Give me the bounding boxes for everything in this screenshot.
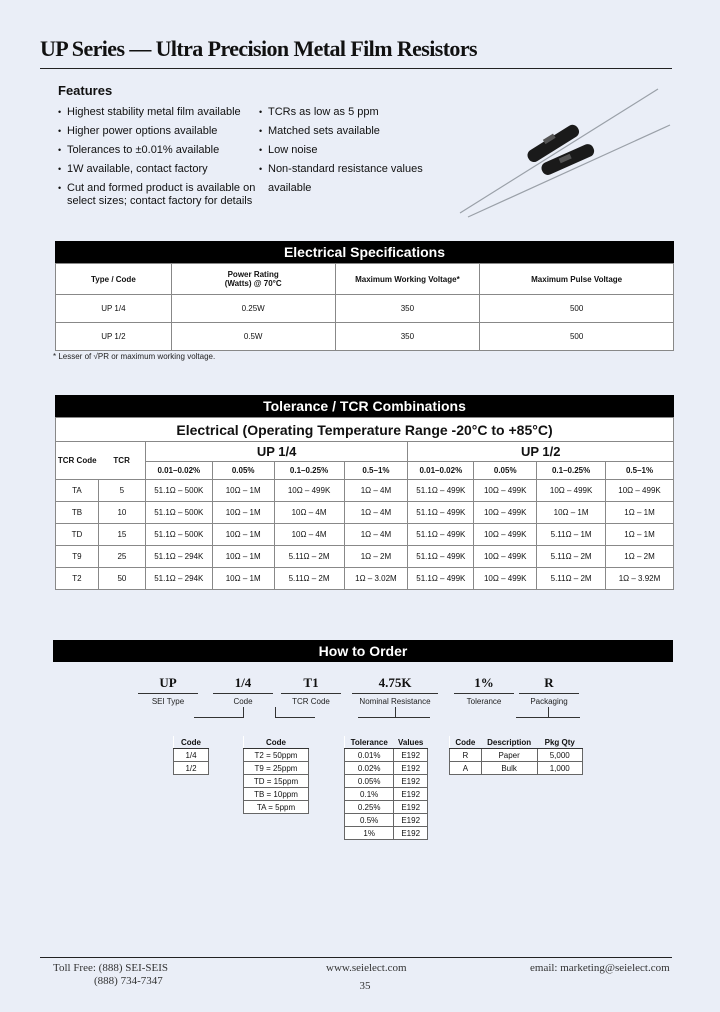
cell: 350 [335, 323, 480, 351]
feature-item: • 1W available, contact factory [58, 160, 258, 179]
cell: T9 = 25ppm [244, 762, 309, 775]
cell: 1Ω – 4M [344, 524, 408, 546]
feature-item-text: Cut and formed product is available on [67, 182, 256, 194]
tolerance-header: 0.05% [212, 462, 274, 480]
cell: 1/4 [174, 749, 209, 762]
cell: E192 [394, 788, 428, 801]
table-row [244, 749, 309, 762]
table-row [56, 546, 674, 568]
col-tcr: TCR [98, 442, 145, 480]
cell: 10Ω – 499K [474, 502, 537, 524]
electrical-spec-table [55, 263, 674, 351]
cell: 1Ω – 3.02M [344, 568, 408, 590]
feature-item: • Tolerances to ±0.01% available [58, 141, 258, 160]
cell: TB = 10ppm [244, 788, 309, 801]
cell: UP 1/4 [56, 295, 172, 323]
table-row [56, 524, 674, 546]
cell: E192 [394, 814, 428, 827]
cell: 0.01% [345, 749, 394, 762]
feature-item: • Non-standard resistance values available [259, 160, 469, 198]
tolerance-header: 0.1–0.25% [537, 462, 606, 480]
cell: TB [56, 502, 99, 524]
cell: E192 [394, 762, 428, 775]
order-code-tolerance: 1% [474, 675, 494, 690]
table-row [56, 295, 674, 323]
group-up-1-4: UP 1/4 [145, 442, 408, 462]
col-type-code: Type / Code [56, 264, 172, 295]
order-label-tcr: TCR Code [292, 697, 330, 706]
power-rating-line2: (Watts) @ 70°C [224, 279, 282, 288]
order-code-size: 1/4 [234, 675, 252, 690]
order-code-tcr: T1 [303, 675, 319, 690]
cell: 51.1Ω – 499K [408, 524, 474, 546]
order-code-type: UP [159, 675, 177, 690]
table-row [244, 775, 309, 788]
cell: T2 [56, 568, 99, 590]
table-row [345, 749, 428, 762]
col-max-working-voltage: Maximum Working Voltage* [335, 264, 480, 295]
features-list-left [58, 103, 258, 208]
footer-rule [40, 957, 672, 958]
cell: 500 [480, 295, 674, 323]
footer-toll-free: Toll Free: (888) SEI-SEIS [53, 962, 169, 974]
cell: Bulk [481, 762, 537, 775]
table-row [174, 749, 209, 762]
cell: 10Ω – 499K [474, 480, 537, 502]
features-list-right [259, 103, 469, 198]
feature-item: • Matched sets available [259, 122, 469, 141]
table-row [244, 788, 309, 801]
cell: 5.11Ω – 2M [274, 568, 344, 590]
cell: 51.1Ω – 294K [145, 568, 212, 590]
cell: 1% [345, 827, 394, 840]
cell: 0.02% [345, 762, 394, 775]
cell: TA = 5ppm [244, 801, 309, 814]
cell: 1Ω – 4M [344, 502, 408, 524]
col-code: Code [174, 736, 209, 749]
cell: 0.25% [345, 801, 394, 814]
table-row [345, 788, 428, 801]
cell: 51.1Ω – 294K [145, 546, 212, 568]
cell: 1Ω – 3.92M [606, 568, 674, 590]
page-title: UP Series — Ultra Precision Metal Film Resistors [40, 36, 477, 61]
cell: 10 [98, 502, 145, 524]
cell: 0.05% [345, 775, 394, 788]
cell: 10Ω – 499K [474, 524, 537, 546]
tcr-subheading: Electrical (Operating Temperature Range -20°C to +85°C) [56, 418, 674, 442]
feature-item: • TCRs as low as 5 ppm [259, 103, 469, 122]
cell: 0.5% [345, 814, 394, 827]
cell: E192 [394, 801, 428, 814]
cell: R [450, 749, 482, 762]
table-row [56, 502, 674, 524]
cell: 10Ω – 499K [606, 480, 674, 502]
footer-website-link[interactable]: www.seielect.com [326, 962, 407, 974]
tcr-heading: Tolerance / TCR Combinations [55, 395, 674, 417]
cell: 10Ω – 1M [212, 502, 274, 524]
order-tolerance-table [344, 736, 428, 840]
cell: Paper [481, 749, 537, 762]
col-power-rating [171, 264, 335, 295]
cell: 0.5W [171, 323, 335, 351]
table-row [345, 814, 428, 827]
cell: 350 [335, 295, 480, 323]
feature-item-cont: select sizes; contact factory for details [67, 195, 253, 207]
cell: E192 [394, 827, 428, 840]
group-up-1-2: UP 1/2 [408, 442, 674, 462]
cell: 10Ω – 1M [212, 480, 274, 502]
cell: T2 = 50ppm [244, 749, 309, 762]
table-row [345, 775, 428, 788]
col-tolerance: Tolerance [345, 736, 394, 749]
cell: 10Ω – 4M [274, 524, 344, 546]
cell: 51.1Ω – 499K [408, 480, 474, 502]
col-code: Code [450, 736, 482, 749]
cell: 51.1Ω – 500K [145, 480, 212, 502]
cell: 51.1Ω – 500K [145, 502, 212, 524]
electrical-spec-heading: Electrical Specifications [55, 241, 674, 263]
features-heading: Features [58, 83, 113, 98]
cell: 10Ω – 1M [537, 502, 606, 524]
table-row [56, 323, 674, 351]
title-rule [40, 68, 672, 69]
cell: 10Ω – 499K [274, 480, 344, 502]
cell: 10Ω – 499K [474, 546, 537, 568]
tolerance-header: 0.5–1% [606, 462, 674, 480]
col-tcr-code: TCR Code [56, 442, 99, 480]
tolerance-header: 0.5–1% [344, 462, 408, 480]
cell: 5.11Ω – 1M [537, 524, 606, 546]
table-row [244, 762, 309, 775]
cell: TA [56, 480, 99, 502]
order-code-packaging: R [544, 675, 554, 690]
cell: 51.1Ω – 500K [145, 524, 212, 546]
table-row [345, 801, 428, 814]
cell: 5 [98, 480, 145, 502]
table-row [345, 762, 428, 775]
table-row [56, 568, 674, 590]
cell: 25 [98, 546, 145, 568]
cell: 1Ω – 1M [606, 502, 674, 524]
cell: E192 [394, 775, 428, 788]
footer-phone: (888) 734-7347 [94, 975, 163, 987]
order-label-resistance: Nominal Resistance [359, 697, 431, 706]
cell: 500 [480, 323, 674, 351]
cell: 10Ω – 1M [212, 568, 274, 590]
cell: 50 [98, 568, 145, 590]
cell: 10Ω – 499K [474, 568, 537, 590]
cell: TD [56, 524, 99, 546]
how-to-order-heading: How to Order [53, 640, 673, 662]
tolerance-header: 0.01–0.02% [145, 462, 212, 480]
footer-email-link[interactable]: email: marketing@seielect.com [530, 962, 670, 974]
table-row [450, 762, 583, 775]
cell: 0.1% [345, 788, 394, 801]
cell: A [450, 762, 482, 775]
col-code: Code [244, 736, 309, 749]
cell: 51.1Ω – 499K [408, 502, 474, 524]
electrical-footnote: * Lesser of √PR or maximum working voltage. [53, 352, 216, 361]
cell: 10Ω – 1M [212, 524, 274, 546]
cell: 1Ω – 4M [344, 480, 408, 502]
order-code-resistance: 4.75K [378, 675, 412, 690]
col-values: Values [394, 736, 428, 749]
col-max-pulse-voltage: Maximum Pulse Voltage [480, 264, 674, 295]
cell: 1,000 [537, 762, 583, 775]
order-label-tolerance: Tolerance [466, 697, 502, 706]
table-row [244, 801, 309, 814]
order-label-packaging: Packaging [530, 697, 568, 706]
cell: 51.1Ω – 499K [408, 568, 474, 590]
col-pkg-qty: Pkg Qty [537, 736, 583, 749]
cell: 51.1Ω – 499K [408, 546, 474, 568]
cell: 1Ω – 2M [344, 546, 408, 568]
cell: 1Ω – 1M [606, 524, 674, 546]
table-row [450, 749, 583, 762]
col-description: Description [481, 736, 537, 749]
cell: TD = 15ppm [244, 775, 309, 788]
table-row [56, 480, 674, 502]
order-label-code: Code [233, 697, 253, 706]
order-label-type: SEI Type [151, 697, 185, 706]
table-row [174, 762, 209, 775]
resistor-photo [458, 85, 674, 220]
cell: 1/2 [174, 762, 209, 775]
cell: E192 [394, 749, 428, 762]
feature-item: • Low noise [259, 141, 469, 160]
power-rating-line1: Power Rating [227, 270, 279, 279]
cell: 5.11Ω – 2M [537, 568, 606, 590]
order-packaging-table [449, 736, 583, 775]
cell: 10Ω – 499K [537, 480, 606, 502]
table-row [345, 827, 428, 840]
page-number: 35 [359, 980, 371, 992]
feature-item [58, 179, 258, 208]
order-code-table [173, 736, 209, 775]
tolerance-header: 0.1–0.25% [274, 462, 344, 480]
feature-item: • Higher power options available [58, 122, 258, 141]
cell: T9 [56, 546, 99, 568]
cell: 15 [98, 524, 145, 546]
cell: 5.11Ω – 2M [537, 546, 606, 568]
cell: UP 1/2 [56, 323, 172, 351]
order-tcr-table [243, 736, 309, 814]
cell: 10Ω – 1M [212, 546, 274, 568]
tcr-table [55, 417, 674, 590]
cell: 5,000 [537, 749, 583, 762]
cell: 0.25W [171, 295, 335, 323]
cell: 1Ω – 2M [606, 546, 674, 568]
cell: 5.11Ω – 2M [274, 546, 344, 568]
tolerance-header: 0.01–0.02% [408, 462, 474, 480]
cell: 10Ω – 4M [274, 502, 344, 524]
feature-item: • Highest stability metal film available [58, 103, 258, 122]
tolerance-header: 0.05% [474, 462, 537, 480]
